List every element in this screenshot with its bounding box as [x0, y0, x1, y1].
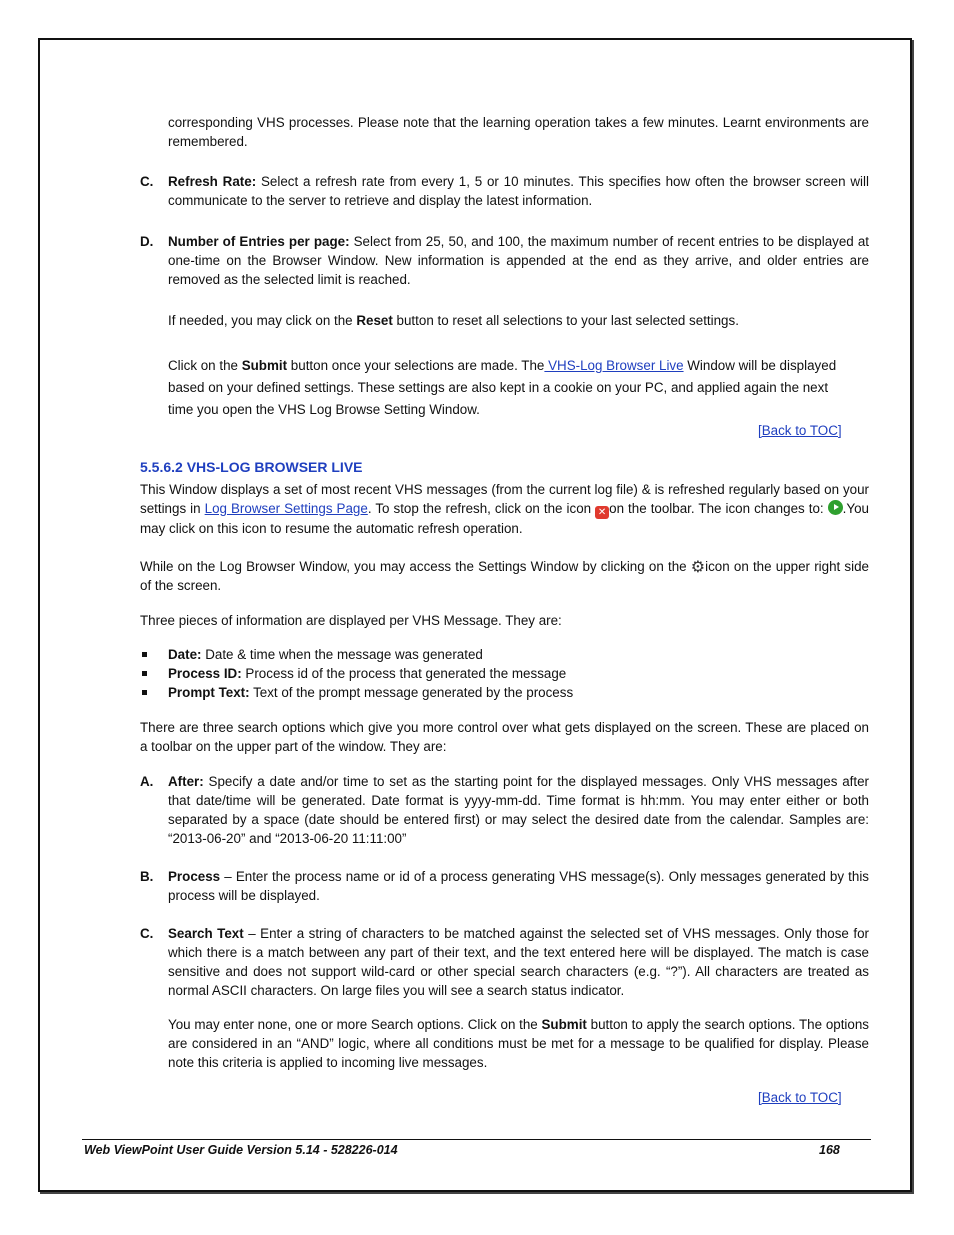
after-option-item: [168, 772, 869, 848]
text: Window will be displayed based on your defined settings. These settings are also kept in a cookie on your PC, and applied again the next time you open the VHS Log Browse Setting Window.: [168, 358, 837, 417]
text: This Window displays a set of most recent VHS messages (from the current log file) & is refreshed regularly based on your settings in: [140, 482, 869, 516]
item-term: Date:: [168, 647, 202, 662]
item-term: After:: [168, 774, 204, 789]
text: You may enter none, one or more Search options. Click on the: [168, 1017, 542, 1032]
intro-paragraph: [140, 480, 869, 538]
text: Click on the: [168, 358, 242, 373]
text: button to apply the search options. The options are considered in an “AND” logic, where all conditions must be met for a message to be qualified for display. Please note this criteria is applied to incoming live messages.: [168, 1017, 869, 1070]
item-letter: C.: [140, 926, 154, 941]
item-term: Process: [168, 869, 221, 884]
item-text: Process id of the process that generated the message: [241, 666, 567, 681]
back-to-toc-link[interactable]: [Back to TOC]: [758, 423, 842, 438]
text: .You may click on this icon to resume the automatic refresh operation.: [140, 501, 869, 536]
text: button once your selections are made. The: [287, 358, 545, 373]
three-pieces-paragraph: Three pieces of information are displayed per VHS Message. They are:: [140, 613, 562, 628]
page-number: 168: [819, 1143, 840, 1157]
back-to-toc-link[interactable]: [Back to TOC]: [758, 1090, 842, 1105]
entries-per-page-item: [168, 232, 869, 289]
text: icon on the upper right side of the screen.: [140, 559, 869, 593]
item-text: Text of the prompt message generated by the process: [249, 685, 574, 700]
item-text: Date & time when the message was generated: [201, 647, 483, 662]
item-term: Process ID:: [168, 666, 242, 681]
item-text: – Enter the process name or id of a process generating VHS message(s). Only messages generated by this process will be displayed.: [168, 869, 869, 903]
settings-paragraph: [140, 557, 869, 595]
vhs-log-browser-live-link[interactable]: VHS-Log Browser Live: [544, 358, 684, 373]
item-text: Select from 25, 50, and 100, the maximum number of recent entries to be displayed at one-time on the Browser Window. New information is appended at the end as they arrive, and older entries are removed as the selected limit is reached.: [168, 234, 869, 287]
section-heading: 5.5.6.2 VHS-LOG BROWSER LIVE: [140, 459, 363, 475]
item-letter: D.: [140, 234, 154, 249]
submit-term: Submit: [541, 1017, 587, 1032]
text: button to reset all selections to your last selected settings.: [392, 313, 739, 328]
item-letter: C.: [140, 174, 154, 189]
list-item: [140, 664, 573, 683]
item-text: Specify a date and/or time to set as the starting point for the displayed messages. Only VHS messages after that date/time will be generated. Date format is yyyy-mm-dd. Time format is hh:mm. You may enter either or both separated by a space (date should be entered first) or may select the desired date from the calendar. Samples are: “2013-06-20” and “2013-06-20 11:11:00”: [168, 774, 869, 846]
text: If needed, you may click on the: [168, 313, 357, 328]
process-option-item: [168, 867, 869, 905]
item-term: Refresh Rate:: [168, 174, 257, 189]
text: . To stop the refresh, click on the icon: [367, 501, 596, 516]
stop-refresh-icon: ✕: [595, 506, 609, 519]
search-text-option-item: [168, 924, 869, 1000]
item-term: Search Text: [168, 926, 244, 941]
refresh-rate-item: [168, 172, 869, 210]
message-fields-list: [140, 645, 573, 702]
submit-paragraph: [168, 355, 848, 421]
text: While on the Log Browser Window, you may access the Settings Window by clicking on the: [140, 559, 691, 574]
search-submit-paragraph: [168, 1015, 869, 1072]
reset-paragraph: [168, 311, 869, 330]
list-item: [140, 683, 573, 702]
search-intro-paragraph: There are three search options which give you more control over what gets displayed on the screen. These are placed on a toolbar on the upper part of the window. They are:: [140, 720, 869, 754]
log-browser-settings-link[interactable]: Log Browser Settings Page: [204, 501, 368, 516]
footer-divider: [82, 1139, 871, 1140]
continued-paragraph: corresponding VHS processes. Please note that the learning operation takes a few minutes. Learnt environments are remembered.: [168, 115, 869, 149]
reset-term: Reset: [356, 313, 393, 328]
item-text: – Enter a string of characters to be matched against the selected set of VHS messages. Only those for which there is a match between any part of their text, and the text entered here will be displayed. The match is case sensitive and does not support wild-card or other special search characters (e.g. “?”). All characters are treated as normal ASCII characters. On large files you will see a search status indicator.: [168, 926, 869, 998]
footer-title: Web ViewPoint User Guide Version 5.14 - 528226-014: [84, 1143, 398, 1157]
item-term: Number of Entries per page:: [168, 234, 350, 249]
submit-term: Submit: [241, 358, 288, 373]
item-letter: A.: [140, 774, 154, 789]
settings-gear-icon: ⚙: [690, 559, 706, 576]
play-refresh-icon: [828, 500, 843, 515]
text: on the toolbar. The icon changes to:: [609, 501, 828, 516]
list-item: [140, 645, 573, 664]
item-letter: B.: [140, 869, 154, 884]
item-text: Select a refresh rate from every 1, 5 or 10 minutes. This specifies how often the browser screen will communicate to the server to retrieve and display the latest information.: [168, 174, 869, 208]
item-term: Prompt Text:: [168, 685, 250, 700]
